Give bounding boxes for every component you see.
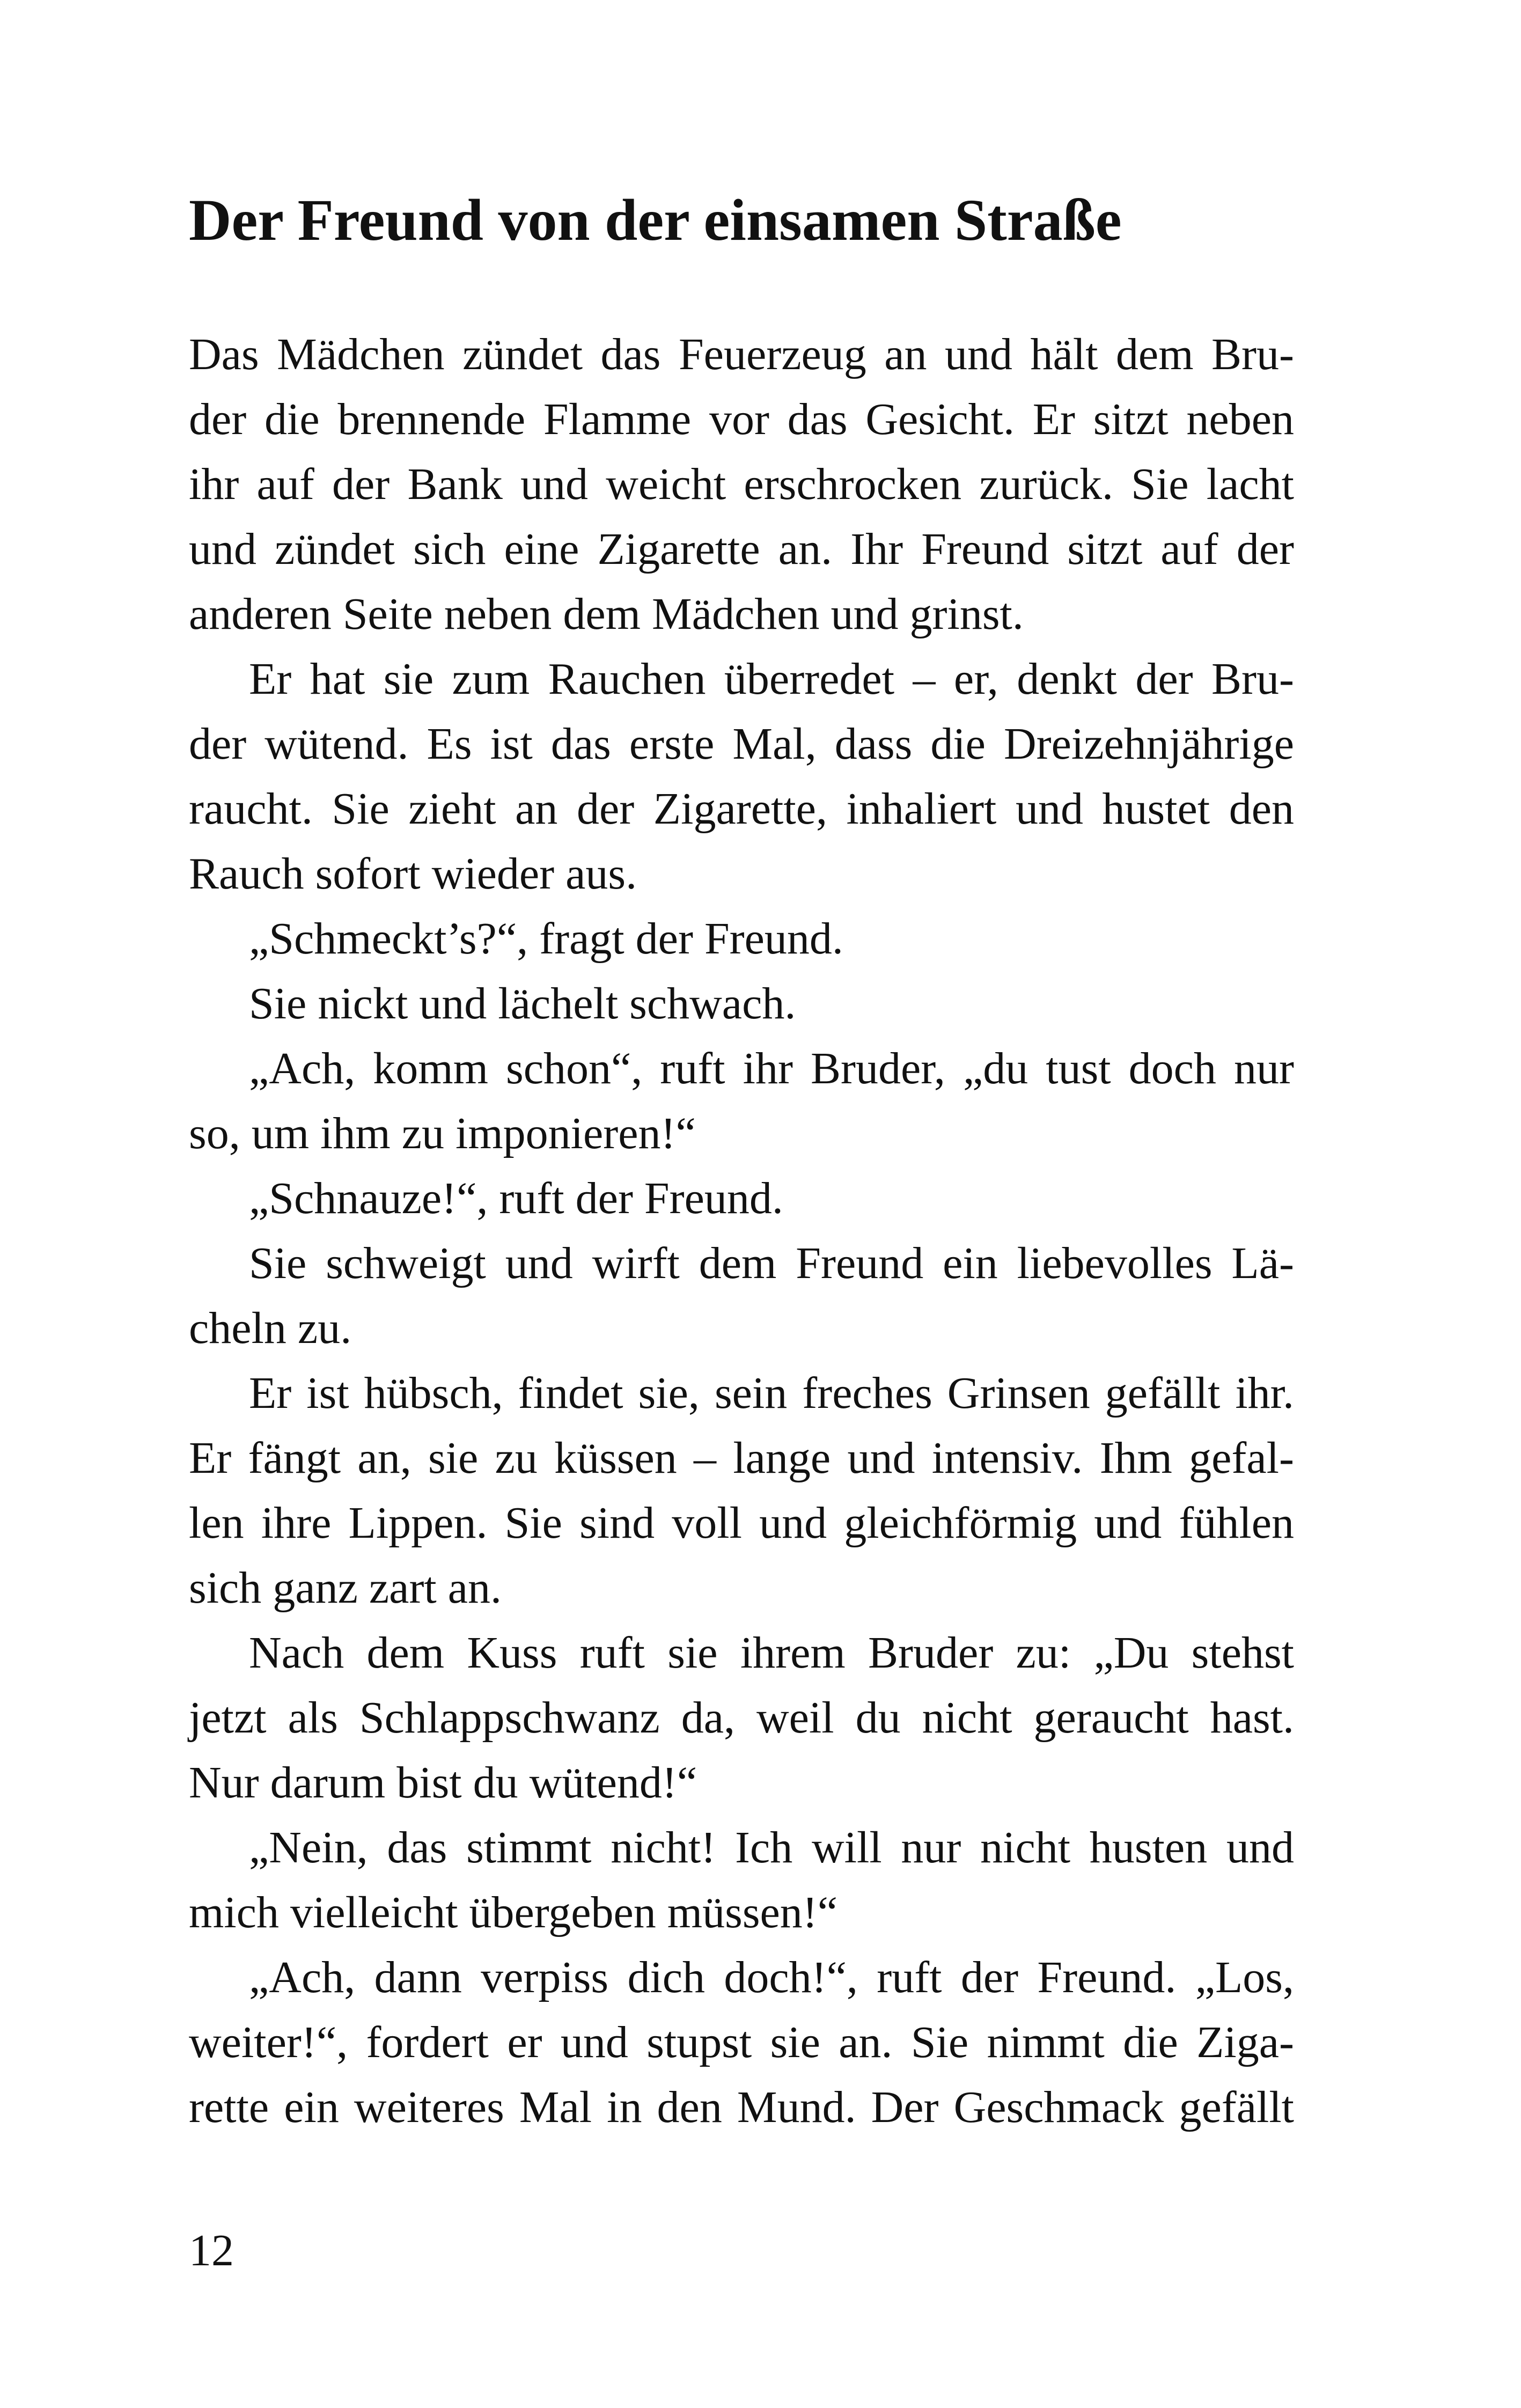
text-line: mich vielleicht übergeben müssen!“ xyxy=(189,1888,838,1937)
text-line: „Ach, komm schon“, ruft ihr Bruder, „du tust doch nur xyxy=(249,1044,1294,1093)
text-line: cheln zu. xyxy=(189,1303,352,1353)
text-line: Er hat sie zum Rauchen überredet – er, denkt der Bru- xyxy=(249,654,1294,704)
text-line: „Ach, dann verpiss dich doch!“, ruft der Freund. „Los, xyxy=(249,1952,1294,2002)
text-line: len ihre Lippen. Sie sind voll und gleichförmig und fühlen xyxy=(189,1498,1294,1548)
text-line: Nach dem Kuss ruft sie ihrem Bruder zu: „Du stehst xyxy=(249,1628,1294,1678)
text-line: Sie schweigt und wirft dem Freund ein liebevolles Lä- xyxy=(249,1238,1294,1288)
body-text xyxy=(189,322,1294,2140)
text-line: „Schnauze!“, ruft der Freund. xyxy=(249,1173,783,1223)
text-line: so, um ihm zu imponieren!“ xyxy=(189,1108,696,1158)
text-line: weiter!“, fordert er und stupst sie an. Sie nimmt die Ziga- xyxy=(189,2017,1294,2067)
chapter-title: Der Freund von der einsamen Straße xyxy=(189,187,1122,253)
text-line: der wütend. Es ist das erste Mal, dass die Dreizehnjährige xyxy=(189,719,1294,769)
page-number: 12 xyxy=(189,2226,234,2275)
text-line: Er ist hübsch, findet sie, sein freches Grinsen gefällt ihr. xyxy=(249,1368,1294,1418)
text-line: Rauch sofort wieder aus. xyxy=(189,849,637,899)
text-line: rette ein weiteres Mal in den Mund. Der Geschmack gefällt xyxy=(189,2082,1294,2132)
text-line: „Schmeckt’s?“, fragt der Freund. xyxy=(249,914,843,964)
text-line: jetzt als Schlappschwanz da, weil du nicht geraucht hast. xyxy=(189,1693,1294,1743)
text-line: und zündet sich eine Zigarette an. Ihr Freund sitzt auf der xyxy=(189,524,1294,574)
text-line: Das Mädchen zündet das Feuerzeug an und hält dem Bru- xyxy=(189,329,1294,379)
text-line: Nur darum bist du wütend!“ xyxy=(189,1758,697,1808)
text-line: sich ganz zart an. xyxy=(189,1563,502,1613)
text-line: ihr auf der Bank und weicht erschrocken zurück. Sie lacht xyxy=(189,459,1294,509)
text-line: raucht. Sie zieht an der Zigarette, inhaliert und hustet den xyxy=(189,784,1294,834)
text-line: der die brennende Flamme vor das Gesicht. Er sitzt neben xyxy=(189,394,1294,444)
text-line: „Nein, das stimmt nicht! Ich will nur nicht husten und xyxy=(249,1823,1294,1873)
text-line: anderen Seite neben dem Mädchen und grinst. xyxy=(189,589,1024,639)
text-line: Er fängt an, sie zu küssen – lange und intensiv. Ihm gefal- xyxy=(189,1433,1294,1483)
text-line: Sie nickt und lächelt schwach. xyxy=(249,979,796,1029)
